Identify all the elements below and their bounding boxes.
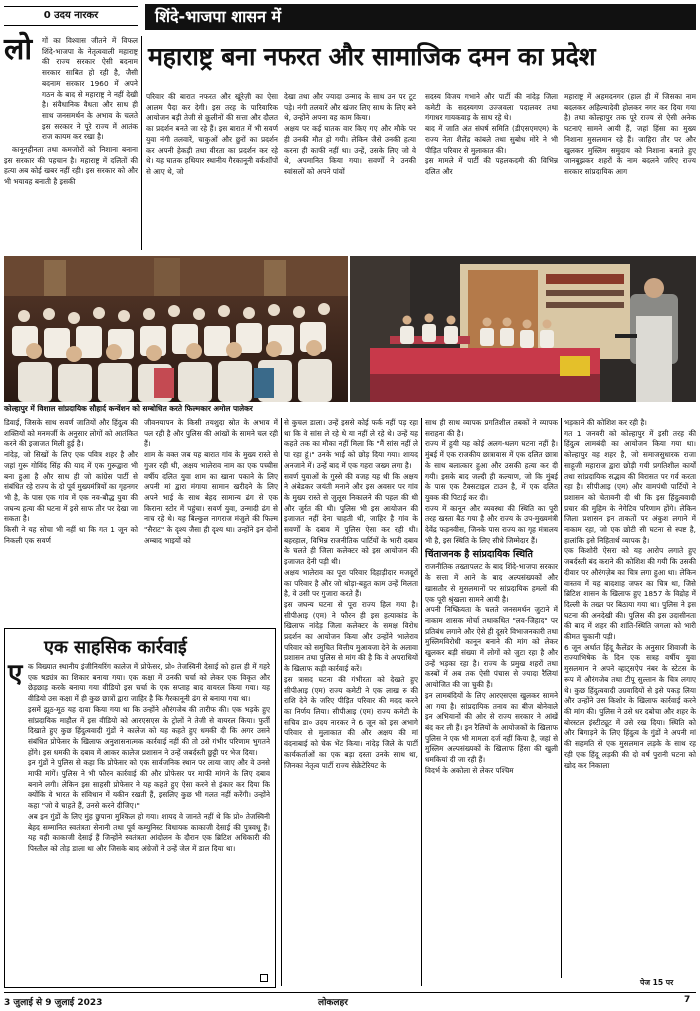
intro-column xyxy=(4,32,138,250)
column-rule xyxy=(561,418,562,978)
article-text: साथ ही साथ व्यापक प्रगतिशील तबकों ने व्यापक सराहना की है। राज्य में हुयी यह कोई अलग-थलग घटना नहीं है। मुंबई में एक राजकीय छात्रावास में एक दलित छात्रा के साथ बलात्कार हुआ और उसकी हत्या कर दी गयी। इसके बाद जल्दी ही कल्याण, जो कि मुंबई के पास एक टैक्सटाइल टाउन है, में एक दलित युवक की पिटाई कर दी। राज्य में कानून और व्यवस्था की स्थिति का पूरी तरह खस्ता बैठ गया है और राज्य के उप-मुख्यमंत्री देवेंद्र फड़नवीस, जिनके पास राज्य का गृह मंत्रालय भी है, इस स्थिति के लिए सीधे जिम्मेदार हैं। xyxy=(425,418,558,545)
article-column-mid-2 xyxy=(144,418,278,628)
author-label: 0 उदय नारकर xyxy=(4,6,138,26)
subhead: चिंताजनक है सांप्रदायिक स्थिति xyxy=(425,549,533,561)
intro-dropcap: लो xyxy=(4,32,33,67)
article-column-top-4 xyxy=(425,92,558,252)
footer-date: 3 जुलाई से 9 जुलाई 2023 xyxy=(4,998,103,1008)
article-text: महाराष्ट्र में अहमदनगर (हाल ही में जिसका नाम बदलकर अहिल्यादेवी होलकर नगर कर दिया गया है) तथा कोल्हापुर तक पूरे राज्य से ऐसी अनेक घटनाएं सामने आयी हैं, जहां हिंसा का मुख्य निशाना मुसलमान रहे हैं। जाहिरा तौर पर और खुलकर मुस्लिम समुदाय को निशाना बनाते हुए जानबूझकर शहरों के नाम बदलने जरिए राज्य सरकार सांप्रदायिक आग xyxy=(564,92,696,176)
article-column-mid-3 xyxy=(284,418,418,986)
article-text: देखा तथा और ज्यादा उन्माद के साथ उन पर टूट पड़े। नंगी तलवारें और खंजर लिए साथ के लिए बने थे, उन्होंने अपना वह काम किया। अक्षय पर कई घातक वार किए गए और मौके पर ही उनकी मौत हो गयी। लेकिन जैसे उनकी हत्या करना ही काफी नहीं था। उन्हें, उसके लिए जो वे थे, अपमानित किया गया। सवर्णों ने उनकी स्वांसलों को अपने पांवों xyxy=(284,92,416,176)
box-paragraph: क विख्यात स्थानीय इंजीनियरिंग कालेज में प्रोफेसर, प्रो० तेजस्विनी देसाई को हाल ही में गहरे एक षड्यंत्र का शिकार बनाया गया। एक कक्षा में उनकी चर्चा को लेकर एक विकृत और छेड़छाड़ करके बनाया गया वीडियो इस चर्चा के एक सप्ताह बाद वायरल किया गया। यह वीडियो उस कक्षा में ही कुछ छात्रों द्वारा जाहिर है कि गैरकानूनी ढंग से बनाया गया था। इसमें झूठ-मूठ यह दावा किया गया था कि उन्होंने औरंगजेब की तारीफ की। एक भड़के हुए सांप्रदायिक माहौल में इस वीडियो को आरएसएस के ट्रोलों ने तेजी से वायरल किया। फुर्ती दिखाते हुए कुछ हिंदुत्ववादी गुंडों ने कालेज को यह कहते हुए धमकी दी कि अगर उसने संबंधित प्रोफेसर के खिलाफ अनुशासनात्मक कार्रवाई नहीं की तो उसे गंभीर परिणाम भुगतने होंगे। इस धमकी के दबाव में आकर कालेज प्रशासन ने उन्हें जबर्दस्ती छुट्टी पर भेज दिया। इन गुंडों ने पुलिस से कहा कि प्रोफेसर को एक सार्वजनिक स्थान पर लाया जाए और वे उनसे माफी मांगें। पुलिस ने भी फौरन कार्रवाई की और प्रोफेसर पर माफी मांगने के लिए दबाव बनाने लगी। लेकिन इस साहसी प्रोफेसर ने यह कहते हुए ऐसा करने से इंकार कर दिया कि क्योंकि वे भारत के संविधान में यकीन रखती हैं, इसलिए कुछ भी गलत नहीं करेंगी। उन्होंने कहा "जो वे चाहते हैं, उनसे करने दीजिए।" अब इन गुंडों के लिए मुंह छुपाना मुश्किल हो गया। शायद वे जानते नहीं थे कि प्रो० तेजस्विनी बेहद सम्मानित स्वतंत्रता सेनानी तथा पूर्व कम्युनिस्ट विधायक काकाजी देसाई की पुत्रवधू हैं। यह वही काकाजी देसाई हैं जिन्होंने स्वतंत्रता आंदोलन के दौरान एक ब्रिटिश अधिकारी की पिस्तौल को तोड़ डाला था और जिसके बाद अंग्रेजों ने उन्हें जेल में डाल दिया था। xyxy=(28,662,270,853)
box-end-square xyxy=(260,974,268,982)
column-rule xyxy=(281,418,282,986)
article-column-mid-4 xyxy=(425,418,558,986)
continued-note: पेज 15 पर xyxy=(640,978,674,987)
intro-paragraph: गों का विश्वास जीतने में विफल शिंदे-भाजपा के नेतृत्ववाली महाराष्ट्र की राज्य सरकार ऐसी बदनाम सरकार साबित हो रही है, जैसी बदनाम सरकार 1960 में अपने गठन के बाद से महाराष्ट्र ने नहीं देखी है। संवैधानिक वैधता और साथ ही साथ जनसमर्थन के अभाव के चलते इस सरकार ने पूरे राज्य में आतंक राज कायम कर रखा है। xyxy=(42,36,138,142)
article-text: सदस्य विजय गभाने और पार्टी की नांदेड़ जिला कमेटी के सदस्यगण उज्जवला पदालवर तथा गंगाधर गायकवाड़ के साथ रहे थे। बाद में जाति अंत संघर्ष समिति (डीएसएमएम) के राज्य नेता शैलेंद्र कांबले तथा सुबोध मोरे ने भी पीड़ित परिवार से मुलाकात की। इस मामले में पार्टी की पहलकदमी की विभिन्न दलित और xyxy=(425,92,558,176)
photo-caption: कोल्हापुर में विशाल सांप्रदायिक सौहार्द कन्वेंशन को सम्बोधित करते फिल्मकार अमोल पालेकर xyxy=(4,404,253,413)
box-text xyxy=(8,659,270,976)
article-column-top-2 xyxy=(146,92,278,252)
article-text: डिवाई, जिसके साथ सवर्ण जातियों और हिंदुत्व की शक्तियों को मनमर्जी के अनुसार लोगों को आतंकित करने की इजाजत मिली हुई है। नांदेड़, जो सिखों के लिए एक पवित्र शहर है और जहां गुरू गोविंद सिंह की याद में एक गुरूद्वारा भी बना हुआ है और साथ ही जो कांग्रेस पार्टी से संबंधित रहे राज्य के दो पूर्व मुख्यमंत्रियों का गृहनगर भी है, के पास एक गांव में एक नव-बौद्ध युवा की जघन्य हत्या की घटना में इसे साफ तौर पर देखा जा सकता है। किसी ने यह सोचा भी नहीं था कि गत 1 जून को निकली एक सवर्ण xyxy=(4,418,138,545)
headline: महाराष्ट्र बना नफरत और सामाजिक दमन का प्रदेश xyxy=(148,42,596,71)
stage-illustration xyxy=(350,256,696,402)
audience-illustration xyxy=(4,256,348,402)
audience-photo xyxy=(4,256,348,402)
column-rule xyxy=(421,418,422,986)
article-text: से कुचल डाला। उन्हें इससे कोई फर्क नहीं पड़ रहा था कि वे सांस ले रहे थे या नहीं ले रहे थे। उन्हें यह कहते तक का मौका नहीं मिला कि "मैं सांस नहीं ले पा रहा हूं।" उनके भाई को छोड़ दिया गया। शायद अनजाने में। उन्हें बाद में एक गहरा जख्म लगा है। सवर्ण युवाओं के गुस्से की वजह यह थी कि अक्षय ने अंबेडकर जयंती मनाने और इस अवसर पर गांव के मुख्य रास्ते से जुलूस निकालने की पहल की थी और जुर्रत की थी। पुलिस भी इस आयोजन की इजाजत नहीं देना चाहती थी, जाहिर है गांव के सवर्णों के दबाव में पुलिस ऐसा कर रही थी। बहरहाल, विभिन्न राजनीतिक पार्टियों के भारी दबाव के चलते ही जिला कलेक्टर को इस आयोजन की इजाजत देनी पड़ी थी। अक्षय भालेराव का पूरा परिवार दिहाड़ीदार मजदूरों का परिवार है और जो थोड़ा-बहुत काम उन्हें मिलता है, वे उसी पर गुजारा करते हैं। इस जघन्य घटना से पूरा राज्य हिल गया है। सीपीआइ (एम) ने फौरन ही इस हत्याकांड के खिलाफ नांदेड़ जिला कलेक्टर के समक्ष विरोध प्रदर्शन का आयोजन किया और उन्होंने भालेराव परिवार को समुचित वित्तीय मुआवजा देने के अलावा प्रशासन तथा पुलिस से मांग की है कि वे अपराधियों के खिलाफ कड़ी कार्रवाई करें। इस त्रासद घटना की गंभीरता को देखते हुए सीपीआइ (एम) राज्य कमेटी ने एक लाख रु की राशि देने के जरिए पीड़ित परिवार की मदद करने का निर्णय लिया। सीपीआइ (एम) राज्य कमेटी के सचिव डा० उदय नारकर ने 6 जून को इस अभागे परिवार से मुलाकात की और अक्षय की मां वंदनाबाई को चेक भेंट किया। नांदेड़ जिले के पार्टी कार्यकर्ताओं का एक बड़ा दस्ता उनके साथ था, जिनका नेतृत्व पार्टी राज्य सेक्रेटेरियट के xyxy=(284,418,418,770)
article-column-mid-1 xyxy=(4,418,138,628)
article-column-top-5 xyxy=(564,92,696,252)
box-dropcap: ए xyxy=(8,659,23,689)
footer-page-number: 7 xyxy=(684,995,691,1005)
box-title: एक साहसिक कार्रवाई xyxy=(44,637,187,658)
article-column-top-3 xyxy=(284,92,416,252)
footer-rule xyxy=(4,992,696,993)
article-text: जीवनयापन के किसी तयशुदा स्रोत के अभाव में पल रही है और पुलिस की आंखों के सामने चल रही हैं। शाम के वक्त जब यह बारात गांव के मुख्य रास्ते से गुजर रही थी, अक्षय भालेराव नाम का एक पच्चीस वर्षीय दलित युवा शाम का खाना पकाने के लिए अपनी मां द्वारा मंगाया सामान खरीदने के लिए अपने भाई के साथ बेहद सामान्य ढंग से एक किराना स्टोर में पहुंचा। सवर्ण युवा, उन्मादी ढंग से नाच रहे थे। यह बिल्कुल नागराज मंजुले की फिल्म "सैराट" के दृश्य जैसा ही दृश्य था। उन्होंने इन दोनों अम्बाद भाइयों को xyxy=(144,418,278,545)
article-text: परिवार की बारात नफरत और खूंरेज़ी का ऐसा आलम पैदा कर देगी। इस तरह के पारिवारिक आयोजन बड़ी तेजी से क़ूलीनों की सत्ता और दौलत का प्रदर्शन बनते जा रहे हैं। इस बारात में भी सवर्ण युवा नंगी तलवारें, चाकुओं और छुरों का प्रदर्शन कर अपनी हेकड़ी तथा वीरता का प्रदर्शन कर रहे थे। यह घातक हथियार स्थानीय गैरकानूनी वर्कशॉपों से आए थे, जो xyxy=(146,92,278,176)
column-rule xyxy=(141,36,142,250)
article-text: राजनीतिक तख्तापलट के बाद शिंदे-भाजपा सरकार के सत्ता में आने के बाद अल्पसंख्यकों और खासतौर से मुसलमानों पर सांप्रदायिक हमलों की एक पूरी श्रृंखला सामने आयी है। अपनी निष्क्रियता के चलते जनसमर्थन जुटाने में नाकाम शासक मोर्चा तथाकथित "लव-जिहाद" पर प्रतिबंध लगाने और ऐसे ही दूसरे विभाजनकारी तथा मुस्लिमविरोधी कानून बनाने की मांग को लेकर खुलकर बड़ी संख्या में लोगों को जुटा रहा है और उन्हें भड़का रहा है। राज्य के प्रमुख शहरों तथा कस्बों में अब तक ऐसी पंचास से ज्यादा रैलियां आयोजित की जा चुकी हैं। इन लामबंदियों के लिए आरएसएस खुलकर सामने आ गया है। सांप्रदायिक तनाव का बीज बोनेवाले इन अभियानों की ओर से राज्य सरकार ने आंखें बंद कर ली हैं। इन रैलियों के आयोजकों के खिलाफ पुलिस ने एक भी मामला दर्ज नहीं किया है, जहां से मुस्लिम अल्पसंख्यकों के खिलाफ हिंसा की खुली धमकियां दी जा रही हैं। विदर्भ के अकोला से लेकर पश्चिम xyxy=(425,562,558,775)
intro-paragraph-2: कानूनहीनता तथा कमजोरों को निशाना बनाना इस सरकार की पहचान है। महाराष्ट्र में दलितों की हत्या अब कोई खबर नहीं रही। इस सरकार को और भी भयावह बनाती है इसकी xyxy=(4,145,138,187)
footer-publication: लोकलहर xyxy=(318,998,348,1008)
article-column-mid-5 xyxy=(564,418,696,978)
stage-photo xyxy=(350,256,696,402)
section-banner-text: शिंदे-भाजपा शासन में xyxy=(155,7,282,26)
article-text: भड़काने की कोशिश कर रही है। गत 1 जनवरी को कोल्हापुर में इसी तरह की हिंदुत्व लामबंदी का आयोजन किया गया था। कोल्हापुर वह शहर है, जो समाजसुधारक राजा साहूजी महाराज द्वारा छोड़ी गयी प्रगतिशील कार्यों तथा सांप्रदायिक सद्भाव की विरासत पर गर्व करता रहा है। सीपीआइ (एम) और वामपंथी पार्टियों ने प्रशासन को चेतावनी दी थी कि इस हिंदुत्ववादी प्रचार की मुहिम के नेगेटिव परिणाम होंगे। लेकिन जिला प्रशासन इन ताकतों पर अंकुश लगाने में नाकाम रहा, जो एक छोटी सी घटना से स्पष्ट है, हालांकि इसे निहितार्थ व्यापक है। एक किशोरी ऐसरा को यह आरोप लगाते हुए जबर्दस्ती बंद कराने की कोशिश की गयी कि उसकी दीवार पर औरंगज़ेब का चित्र लगा हुआ था। लेकिन वास्तव में यह बादशाह जफर का चित्र था, जिसे ब्रिटिश शासन के खिलाफ हुए 1857 के विद्रोह में दिल्ली के तख्त पर बिठाया गया था। पुलिस ने इस घटना की अनदेखी की। पुलिस की इस उदासीनता की बाद में शहर की शांति-स्थिति जगला को भारी कीमत चुकानी पड़ी। 6 जून अर्थात हिंदू कैलेंडर के अनुसार शिवाजी के राज्याभिषेक के दिन एक सत्रह वर्षीय युवा मुसलमान ने अपने व्हाट्सऐप नंबर के स्टेटस के रूप में औरंगजेब तथा टीपू सुल्तान के चित्र लगाए थे। कुछ हिंदुत्ववादी उग्रवादियों से इसे पकड़ लिया और उन्होंने उस किशोर के खिलाफ कार्रवाई करने की मांग की। पुलिस ने उसे धर दबोचा और शहर के बोरस्टल इंस्टीट्यूट में उसे रख दिया। स्थिति को और बिगाड़ने के लिए हिंदुत्व के गुंडों ने अपनी मां की सहमति से एक मुसलमान लड़के के साथ रह रही एक हिंदू लड़की की दो वर्ष पुरानी घटना को खोद कर निकाला xyxy=(564,418,696,770)
